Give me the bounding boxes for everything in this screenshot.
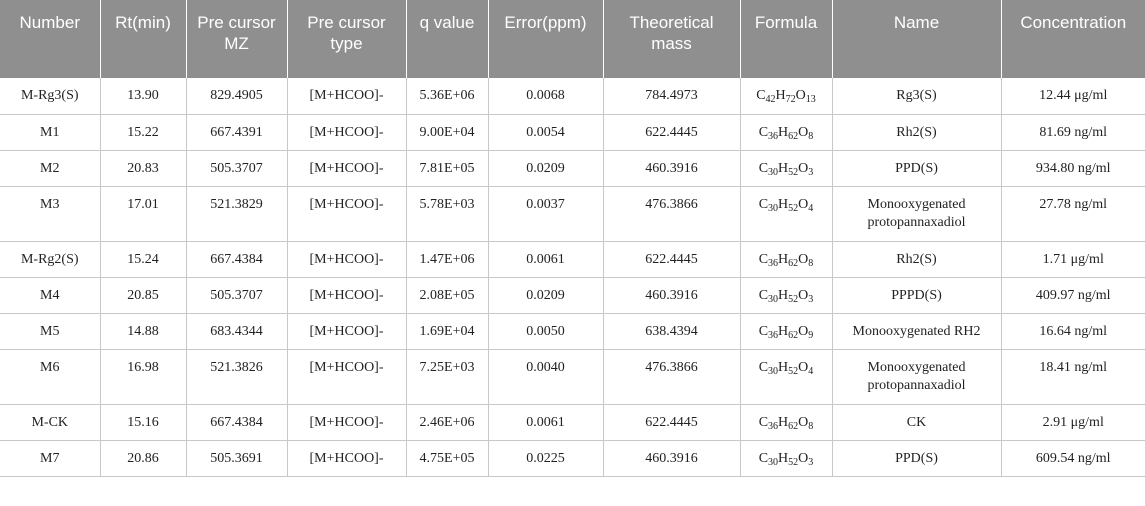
cell-formula: $C_{30}H_{52}O_3$ xyxy=(740,150,832,186)
cell-precursor-mz: 683.4344 xyxy=(186,313,287,349)
cell-concentration: 409.97 ng/ml xyxy=(1001,277,1145,313)
cell-precursor-type: [M+HCOO]- xyxy=(287,349,406,404)
header-precursor-type: Pre cursor type xyxy=(287,0,406,78)
cell-rt: 20.86 xyxy=(100,440,186,476)
cell-error: 0.0209 xyxy=(488,150,603,186)
table-row xyxy=(0,186,1145,241)
cell-theoretical-mass: 784.4973 xyxy=(603,78,740,114)
cell-concentration: 27.78 ng/ml xyxy=(1001,186,1145,241)
table-row xyxy=(0,277,1145,313)
cell-precursor-mz: 521.3826 xyxy=(186,349,287,404)
table-row xyxy=(0,313,1145,349)
cell-theoretical-mass: 622.4445 xyxy=(603,404,740,440)
cell-theoretical-mass: 476.3866 xyxy=(603,186,740,241)
cell-theoretical-mass: 460.3916 xyxy=(603,277,740,313)
cell-precursor-type: [M+HCOO]- xyxy=(287,114,406,150)
table-row xyxy=(0,440,1145,476)
table-row xyxy=(0,150,1145,186)
cell-rt: 15.22 xyxy=(100,114,186,150)
cell-name: Monooxygenated protopannaxadiol xyxy=(832,186,1001,241)
cell-q-value: 2.08E+05 xyxy=(406,277,488,313)
cell-error: 0.0209 xyxy=(488,277,603,313)
table-body xyxy=(0,78,1145,476)
cell-error: 0.0068 xyxy=(488,78,603,114)
cell-formula: $C_{30}H_{52}O_3$ xyxy=(740,277,832,313)
cell-precursor-mz: 521.3829 xyxy=(186,186,287,241)
cell-theoretical-mass: 622.4445 xyxy=(603,241,740,277)
cell-precursor-type: [M+HCOO]- xyxy=(287,78,406,114)
cell-name: Monooxygenated protopannaxadiol xyxy=(832,349,1001,404)
cell-precursor-mz: 505.3707 xyxy=(186,150,287,186)
cell-formula: $C_{36}H_{62}O_9$ xyxy=(740,313,832,349)
cell-q-value: 5.36E+06 xyxy=(406,78,488,114)
cell-name: CK xyxy=(832,404,1001,440)
cell-concentration: 16.64 ng/ml xyxy=(1001,313,1145,349)
table-row xyxy=(0,404,1145,440)
cell-concentration: 609.54 ng/ml xyxy=(1001,440,1145,476)
cell-rt: 16.98 xyxy=(100,349,186,404)
header-concentration: Concentration xyxy=(1001,0,1145,78)
cell-formula: $C_{36}H_{62}O_8$ xyxy=(740,404,832,440)
table-row xyxy=(0,114,1145,150)
cell-precursor-type: [M+HCOO]- xyxy=(287,404,406,440)
cell-theoretical-mass: 460.3916 xyxy=(603,150,740,186)
cell-concentration: 934.80 ng/ml xyxy=(1001,150,1145,186)
cell-precursor-type: [M+HCOO]- xyxy=(287,150,406,186)
cell-rt: 20.85 xyxy=(100,277,186,313)
cell-rt: 15.16 xyxy=(100,404,186,440)
cell-concentration: 2.91 μg/ml xyxy=(1001,404,1145,440)
cell-name: Rg3(S) xyxy=(832,78,1001,114)
cell-precursor-mz: 505.3707 xyxy=(186,277,287,313)
cell-number: M-Rg2(S) xyxy=(0,241,100,277)
cell-rt: 17.01 xyxy=(100,186,186,241)
cell-precursor-mz: 667.4384 xyxy=(186,241,287,277)
cell-q-value: 4.75E+05 xyxy=(406,440,488,476)
cell-precursor-type: [M+HCOO]- xyxy=(287,241,406,277)
cell-q-value: 9.00E+04 xyxy=(406,114,488,150)
cell-q-value: 5.78E+03 xyxy=(406,186,488,241)
cell-theoretical-mass: 460.3916 xyxy=(603,440,740,476)
cell-formula: $C_{30}H_{52}O_3$ xyxy=(740,440,832,476)
cell-concentration: 12.44 μg/ml xyxy=(1001,78,1145,114)
header-precursor-mz: Pre cursor MZ xyxy=(186,0,287,78)
cell-number: M-Rg3(S) xyxy=(0,78,100,114)
cell-number: M7 xyxy=(0,440,100,476)
cell-concentration: 18.41 ng/ml xyxy=(1001,349,1145,404)
cell-q-value: 1.47E+06 xyxy=(406,241,488,277)
cell-theoretical-mass: 622.4445 xyxy=(603,114,740,150)
header-error: Error(ppm) xyxy=(488,0,603,78)
cell-name: Rh2(S) xyxy=(832,114,1001,150)
cell-error: 0.0050 xyxy=(488,313,603,349)
header-rt: Rt(min) xyxy=(100,0,186,78)
cell-q-value: 7.25E+03 xyxy=(406,349,488,404)
cell-concentration: 1.71 μg/ml xyxy=(1001,241,1145,277)
cell-rt: 15.24 xyxy=(100,241,186,277)
cell-q-value: 2.46E+06 xyxy=(406,404,488,440)
header-number: Number xyxy=(0,0,100,78)
cell-number: M2 xyxy=(0,150,100,186)
cell-precursor-type: [M+HCOO]- xyxy=(287,440,406,476)
cell-number: M-CK xyxy=(0,404,100,440)
cell-q-value: 1.69E+04 xyxy=(406,313,488,349)
cell-error: 0.0037 xyxy=(488,186,603,241)
cell-number: M5 xyxy=(0,313,100,349)
cell-rt: 13.90 xyxy=(100,78,186,114)
table-row xyxy=(0,241,1145,277)
cell-formula: $C_{36}H_{62}O_8$ xyxy=(740,114,832,150)
header-q-value: q value xyxy=(406,0,488,78)
cell-precursor-type: [M+HCOO]- xyxy=(287,277,406,313)
cell-number: M6 xyxy=(0,349,100,404)
cell-theoretical-mass: 476.3866 xyxy=(603,349,740,404)
cell-rt: 14.88 xyxy=(100,313,186,349)
cell-precursor-mz: 667.4391 xyxy=(186,114,287,150)
table-row xyxy=(0,78,1145,114)
table-row xyxy=(0,349,1145,404)
cell-name: PPD(S) xyxy=(832,150,1001,186)
cell-formula: $C_{30}H_{52}O_4$ xyxy=(740,349,832,404)
cell-precursor-type: [M+HCOO]- xyxy=(287,186,406,241)
header-formula: Formula xyxy=(740,0,832,78)
cell-precursor-mz: 505.3691 xyxy=(186,440,287,476)
cell-precursor-mz: 667.4384 xyxy=(186,404,287,440)
cell-name: PPD(S) xyxy=(832,440,1001,476)
header-theoretical-mass: Theoretical mass xyxy=(603,0,740,78)
cell-theoretical-mass: 638.4394 xyxy=(603,313,740,349)
cell-number: M1 xyxy=(0,114,100,150)
cell-name: Rh2(S) xyxy=(832,241,1001,277)
cell-name: Monooxygenated RH2 xyxy=(832,313,1001,349)
cell-error: 0.0040 xyxy=(488,349,603,404)
cell-error: 0.0054 xyxy=(488,114,603,150)
cell-error: 0.0061 xyxy=(488,241,603,277)
cell-concentration: 81.69 ng/ml xyxy=(1001,114,1145,150)
cell-name: PPPD(S) xyxy=(832,277,1001,313)
cell-formula: $C_{30}H_{52}O_4$ xyxy=(740,186,832,241)
cell-q-value: 7.81E+05 xyxy=(406,150,488,186)
header-name: Name xyxy=(832,0,1001,78)
cell-precursor-mz: 829.4905 xyxy=(186,78,287,114)
cell-formula: $C_{36}H_{62}O_8$ xyxy=(740,241,832,277)
cell-precursor-type: [M+HCOO]- xyxy=(287,313,406,349)
cell-formula: $C_{42}H_{72}O_{13}$ xyxy=(740,78,832,114)
cell-number: M4 xyxy=(0,277,100,313)
cell-error: 0.0225 xyxy=(488,440,603,476)
header-row xyxy=(0,0,1145,78)
cell-error: 0.0061 xyxy=(488,404,603,440)
cell-number: M3 xyxy=(0,186,100,241)
cell-rt: 20.83 xyxy=(100,150,186,186)
